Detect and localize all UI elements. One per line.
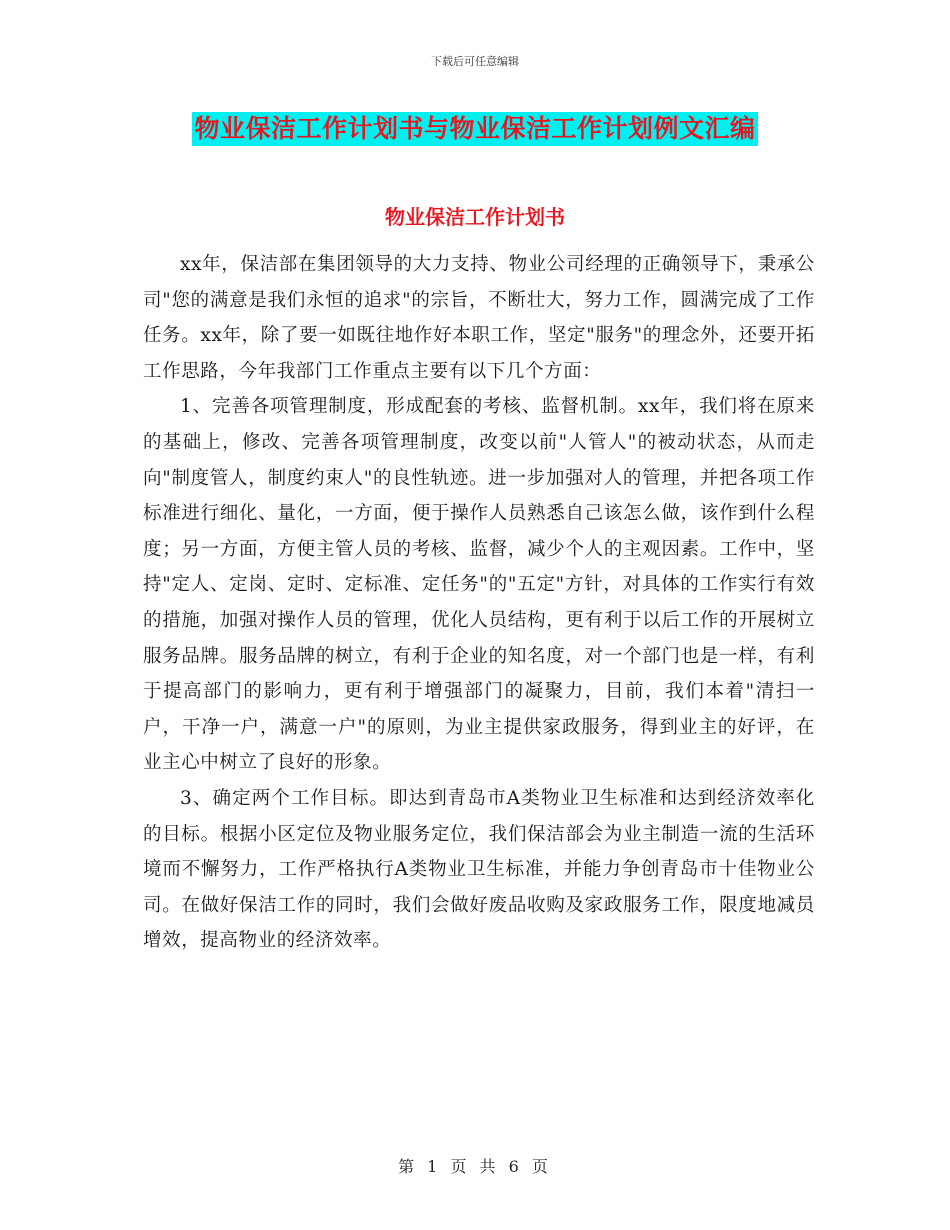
paragraph-item-1: 1、完善各项管理制度，形成配套的考核、监督机制。xx年，我们将在原来的基础上，修改、完善各项管理制度，改变以前"人管人"的被动状态，从而走向"制度管人，制度约束人"的良性轨迹。进一步加强对人的管理，并把各项工作标准进行细化、量化，一方面，便于操作人员熟悉自己该怎么做，该作到什么程度；另一方面，方便主管人员的考核、监督，减少个人的主观因素。工作中，坚持"定人、定岗、定时、定标准、定任务"的"五定"方针，对具体的工作实行有效的措施，加强对操作人员的管理，优化人员结构，更有利于以后工作的开展树立服务品牌。服务品牌的树立，有利于企业的知名度，对一个部门也是一样，有利于提高部门的影响力，更有利于增强部门的凝聚力，目前，我们本着"清扫一户，干净一户，满意一户"的原则，为业主提供家政服务，得到业主的好评，在业主心中树立了良好的形象。 <box>143 396 815 774</box>
main-title: 物业保洁工作计划书与物业保洁工作计划例文汇编 <box>192 112 757 146</box>
paragraph-item-3: 3、确定两个工作目标。即达到青岛市A类物业卫生标准和达到经济效率化的目标。根据小区定位及物业服务定位，我们保洁部会为业主制造一流的生活环境而不懈努力，工作严格执行A类物业卫生标准，并能力争创青岛市十佳物业公司。在做好保洁工作的同时，我们会做好废品收购及家政服务工作，限度地减员增效，提高物业的经济效率。 <box>143 787 815 952</box>
header-note: 下载后可任意编辑 <box>431 55 519 68</box>
document-body <box>143 247 815 959</box>
paragraph-intro: xx年，保洁部在集团领导的大力支持、物业公司经理的正确领导下，秉承公司"您的满意是我们永恒的追求"的宗旨，不断壮大，努力工作，圆满完成了工作任务。xx年，除了要一如既往地作好本职工作，坚定"服务"的理念外，还要开拓工作思路，今年我部门工作重点主要有以下几个方面： <box>143 254 815 382</box>
page-number-footer: 第 1 页 共 6 页 <box>398 1157 552 1176</box>
main-title-wrap <box>0 112 950 146</box>
section-title: 物业保洁工作计划书 <box>385 205 565 229</box>
